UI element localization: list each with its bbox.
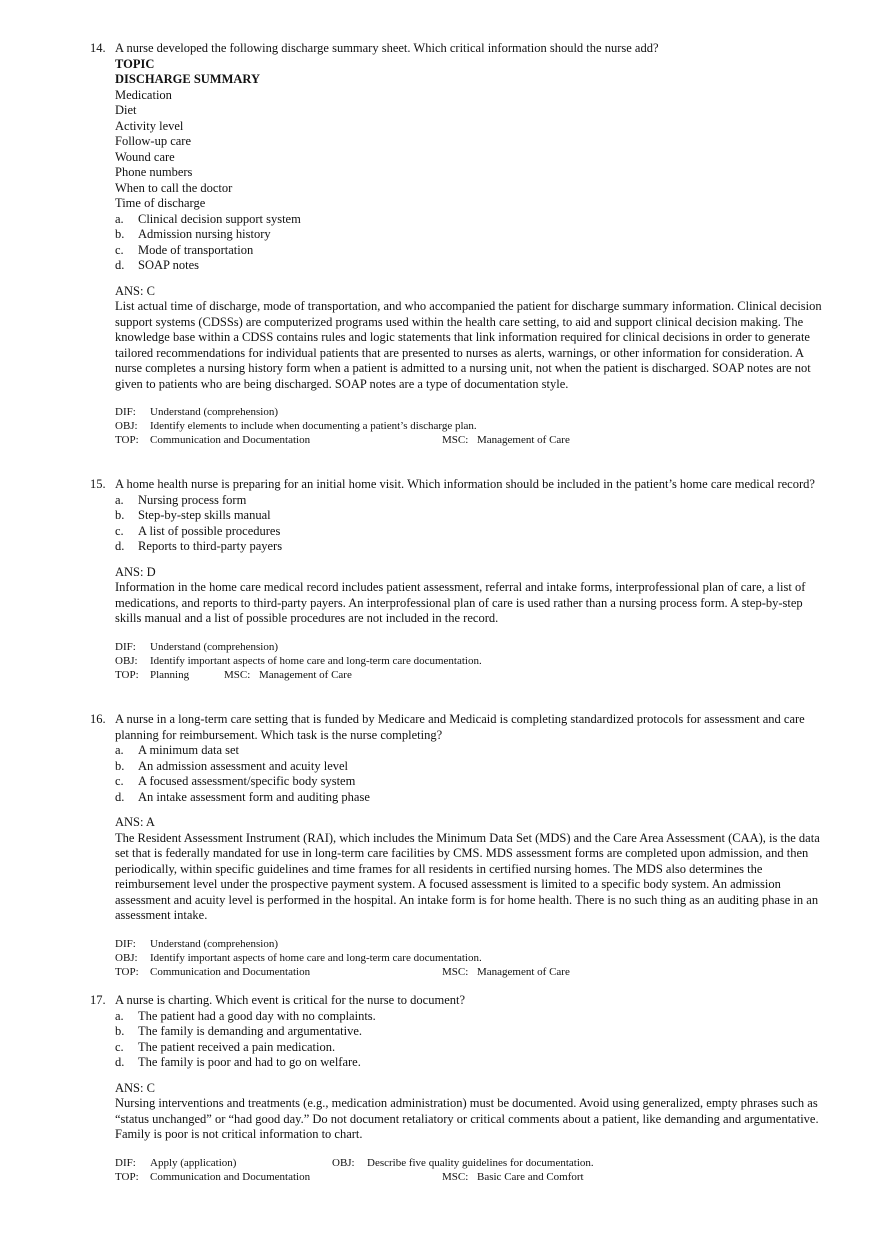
topic-item: Diet bbox=[115, 103, 137, 117]
dif-value: Apply (application) bbox=[150, 1156, 237, 1169]
question-stem: A home health nurse is preparing for an initial home visit. Which information should be included in the patient’s home care medical record? bbox=[115, 477, 815, 491]
question-number: 17. bbox=[90, 993, 106, 1007]
answer-option-a: a. Nursing process form bbox=[115, 492, 247, 507]
obj-value: Identify important aspects of home care and long-term care documentation. bbox=[150, 654, 482, 667]
rationale: Information in the home care medical record includes patient assessment, referral and intake forms, interprofessional plan of care, a list of medications, and reports to third-party payers. An interprofessional plan of care is used rather than a nursing process form. A step-by-step skills manual and a list of possible procedures are not included in the record. bbox=[115, 580, 806, 625]
answer-option-b: b. The family is demanding and argumentative. bbox=[115, 1024, 363, 1038]
question-metadata bbox=[115, 1156, 830, 1184]
answer-option-a: a. Clinical decision support system bbox=[115, 211, 301, 226]
top-label: TOP: bbox=[115, 434, 139, 446]
obj-value: Describe five quality guidelines for documentation. bbox=[367, 1156, 594, 1169]
top-label: TOP: bbox=[115, 668, 139, 681]
question-metadata bbox=[115, 405, 830, 447]
obj-value: Identify important aspects of home care and long-term care documentation. bbox=[150, 951, 482, 964]
answer-key: ANS: D bbox=[115, 564, 156, 579]
question-14 bbox=[90, 41, 830, 447]
answer-option-c: c. A focused assessment/specific body system bbox=[115, 774, 356, 788]
answer-option-a: a. A minimum data set bbox=[115, 743, 240, 757]
answer-option-c: c. The patient received a pain medication. bbox=[115, 1039, 336, 1054]
answer-option-b: b. Admission nursing history bbox=[115, 227, 271, 241]
topic-item: Wound care bbox=[115, 149, 175, 164]
obj-label: OBJ: bbox=[115, 951, 138, 964]
answer-option-d: d. Reports to third-party payers bbox=[115, 539, 283, 553]
topic-item: Phone numbers bbox=[115, 165, 193, 179]
topic-item: Medication bbox=[115, 87, 172, 102]
obj-value: Identify elements to include when documenting a patient’s discharge plan. bbox=[150, 420, 477, 432]
msc-label: MSC: bbox=[224, 668, 251, 681]
msc-value: Management of Care bbox=[477, 434, 570, 446]
answer-key: ANS: A bbox=[115, 815, 155, 829]
obj-label: OBJ: bbox=[115, 420, 138, 432]
question-stem: A nurse developed the following discharge summary sheet. Which critical information should the nurse add? bbox=[115, 41, 659, 55]
question-metadata bbox=[115, 640, 830, 682]
top-label: TOP: bbox=[115, 965, 139, 978]
top-value: Planning bbox=[150, 668, 190, 681]
topic-item: Activity level bbox=[115, 118, 184, 133]
msc-label: MSC: bbox=[442, 1170, 469, 1183]
top-label: TOP: bbox=[115, 1170, 139, 1183]
question-stem: A nurse is charting. Which event is critical for the nurse to document? bbox=[115, 993, 466, 1007]
msc-label: MSC: bbox=[442, 965, 469, 978]
table-header-discharge-summary: DISCHARGE SUMMARY bbox=[115, 72, 261, 86]
rationale: List actual time of discharge, mode of transportation, and who accompanied the patient for discharge summary information. Clinical decision support systems (CDSSs) are computerized programs used within the health care setting, to aid and support clinical decision making. The knowledge base within a CDSS contains rules and logic statements that link information required for clinical decisions in order to generate tailored recommendations for individual patients that are presented to nurses as alerts, warnings, or other information for consideration. A nurse completes a nursing history form when a patient is admitted to a nursing unit, not when the patient is discharged. SOAP notes are not given to patients who are being discharged. SOAP notes are a type of documentation style. bbox=[115, 299, 822, 391]
answer-key: ANS: C bbox=[115, 1080, 155, 1095]
msc-value: Management of Care bbox=[259, 668, 352, 681]
dif-label: DIF: bbox=[115, 640, 136, 653]
rationale: The Resident Assessment Instrument (RAI), which includes the Minimum Data Set (MDS) and the Care Area Assessment (CAA), is the data set that is federally mandated for use in long-term care facilities by CMS. MDS assessment forms are completed upon admission, and then periodically, within specific guidelines and time frames for all residents in certified nursing homes. The MDS also determines the reimbursement level under the prospective payment system. A focused assessment is limited to a specific body system. An admission assessment and acuity level is performed in the hospital. An intake form is for home health. There is no such thing as an auditing phase in an assessment intake. bbox=[115, 830, 820, 922]
answer-option-c: c. Mode of transportation bbox=[115, 242, 254, 257]
top-value: Communication and Documentation bbox=[150, 434, 311, 446]
question-number: 16. bbox=[90, 712, 106, 726]
obj-label: OBJ: bbox=[115, 654, 138, 667]
rationale: Nursing interventions and treatments (e.g., medication administration) must be documented. Avoid using generalized, empty phrases such as “status unchanged” or “had good day.” Do not document retaliatory or critical comments about a patient, like demanding and argumentative. Family is poor is not critical information to chart. bbox=[115, 1096, 819, 1141]
answer-option-d: d. The family is poor and had to go on welfare. bbox=[115, 1055, 361, 1069]
msc-label: MSC: bbox=[442, 434, 469, 446]
answer-option-d: d. An intake assessment form and auditing phase bbox=[115, 789, 370, 804]
question-metadata bbox=[115, 937, 830, 979]
top-value: Communication and Documentation bbox=[150, 965, 311, 978]
dif-value: Understand (comprehension) bbox=[150, 640, 278, 653]
dif-label: DIF: bbox=[115, 1156, 136, 1169]
question-stem: A nurse in a long-term care setting that is funded by Medicare and Medicaid is completing standardized protocols for assessment and care planning for reimbursement. Which task is the nurse completing? bbox=[115, 712, 805, 742]
msc-value: Management of Care bbox=[477, 965, 570, 978]
answer-option-d: d. SOAP notes bbox=[115, 258, 200, 272]
dif-value: Understand (comprehension) bbox=[150, 406, 278, 418]
msc-value: Basic Care and Comfort bbox=[477, 1170, 584, 1183]
dif-label: DIF: bbox=[115, 406, 136, 418]
topic-item: Time of discharge bbox=[115, 196, 206, 210]
answer-option-b: b. An admission assessment and acuity level bbox=[115, 758, 349, 773]
question-15 bbox=[90, 477, 830, 682]
answer-option-c: c. A list of possible procedures bbox=[115, 523, 281, 538]
obj-label: OBJ: bbox=[332, 1156, 355, 1169]
answer-key: ANS: C bbox=[115, 283, 155, 298]
question-17 bbox=[90, 993, 830, 1184]
question-number: 14. bbox=[90, 41, 106, 55]
answer-option-a: a. The patient had a good day with no complaints. bbox=[115, 1008, 376, 1023]
answer-option-b: b. Step-by-step skills manual bbox=[115, 508, 271, 522]
table-header-topic: TOPIC bbox=[115, 56, 155, 71]
dif-value: Understand (comprehension) bbox=[150, 937, 278, 950]
dif-label: DIF: bbox=[115, 937, 136, 950]
question-number: 15. bbox=[90, 477, 106, 491]
topic-item: When to call the doctor bbox=[115, 180, 233, 195]
question-16 bbox=[90, 712, 830, 979]
topic-item: Follow-up care bbox=[115, 134, 192, 148]
top-value: Communication and Documentation bbox=[150, 1170, 311, 1183]
